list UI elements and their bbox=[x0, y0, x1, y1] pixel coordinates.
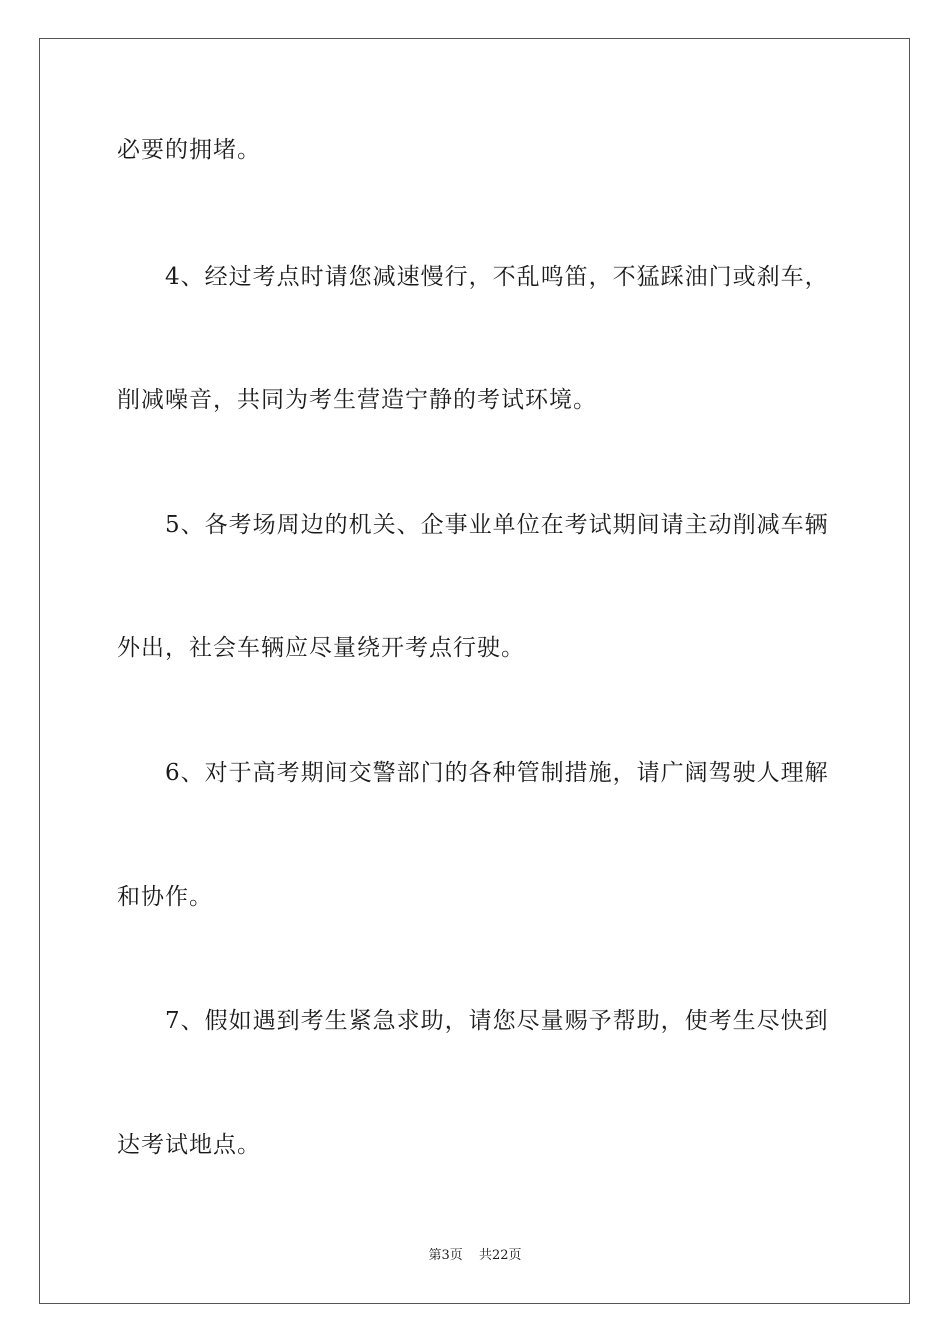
page-frame bbox=[39, 38, 910, 1304]
text-line-1: 必要的拥堵。 bbox=[117, 137, 261, 163]
text-line-6: 6、对于高考期间交警部门的各种管制措施，请广阔驾驶人理解 bbox=[165, 760, 829, 786]
page-number-total: 共22页 bbox=[478, 1248, 522, 1263]
text-line-7: 和协作。 bbox=[117, 884, 213, 910]
page-number-current: 第3页 bbox=[428, 1248, 463, 1263]
text-line-4: 5、各考场周边的机关、企事业单位在考试期间请主动削减车辆 bbox=[165, 512, 829, 538]
text-line-8: 7、假如遇到考生紧急求助，请您尽量赐予帮助，使考生尽快到 bbox=[165, 1008, 829, 1034]
text-line-5: 外出，社会车辆应尽量绕开考点行驶。 bbox=[117, 635, 525, 661]
page-footer bbox=[0, 1247, 950, 1265]
text-line-9: 达考试地点。 bbox=[117, 1132, 261, 1158]
text-line-2: 4、经过考点时请您减速慢行，不乱鸣笛，不猛踩油门或刹车， bbox=[165, 264, 829, 290]
text-line-3: 削减噪音，共同为考生营造宁静的考试环境。 bbox=[117, 387, 597, 413]
